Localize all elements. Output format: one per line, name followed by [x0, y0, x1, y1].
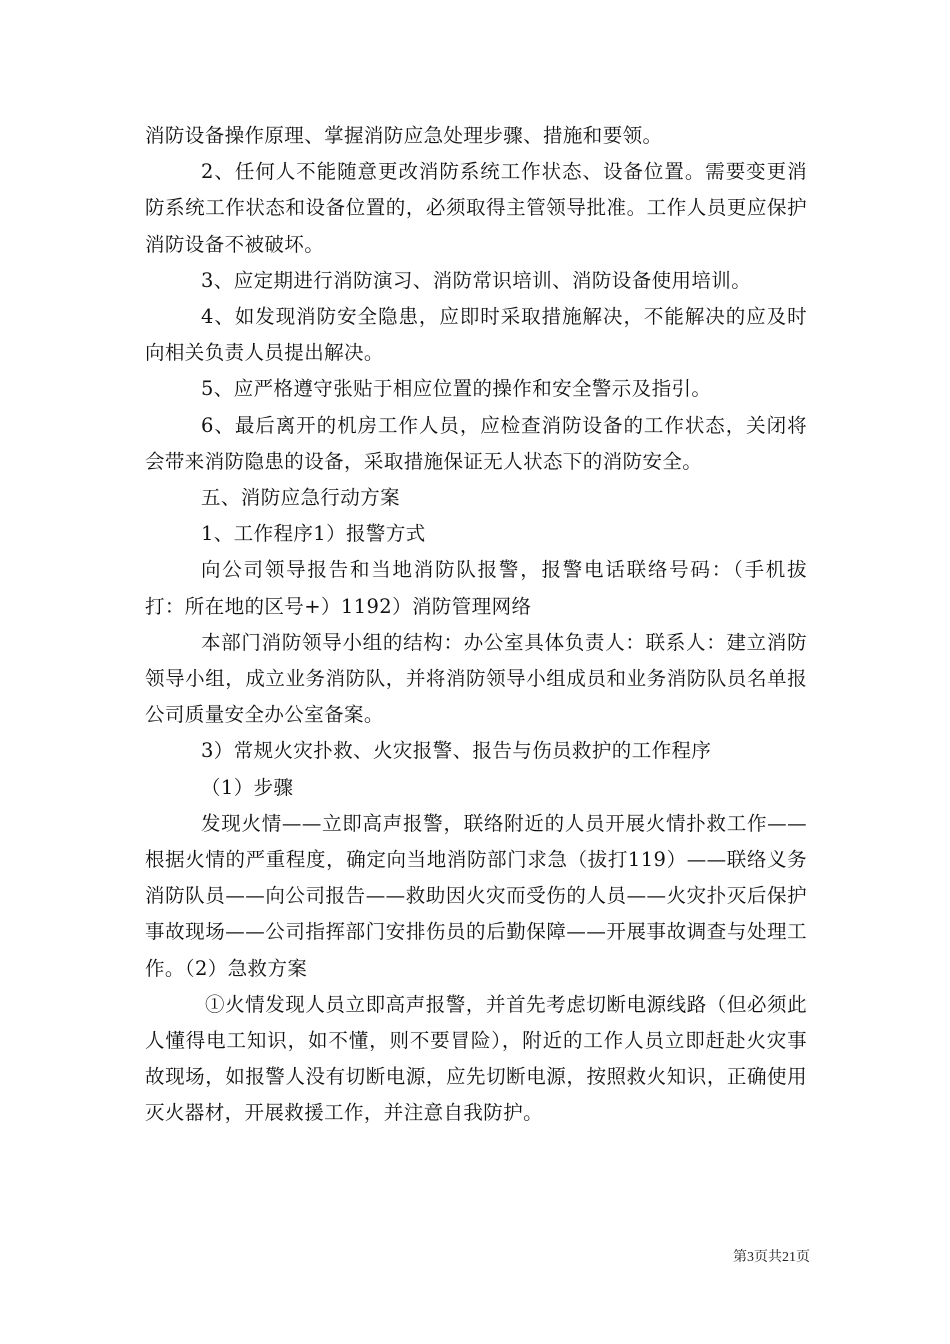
- paragraph-continuation: 消防设备操作原理、掌握消防应急处理步骤、措施和要领。: [145, 124, 663, 147]
- paragraph-item-2: 2、任何人不能随意更改消防系统工作状态、设备位置。需要变更消防系统工作状态和设备位置的，必须取得主管领导批准。工作人员更应保护消防设备不被破坏。: [145, 160, 807, 256]
- document-body: [145, 118, 807, 1132]
- subheading-work-procedure: 1、工作程序1）报警方式: [201, 522, 426, 546]
- paragraph-item-3: 3、应定期进行消防演习、消防常识培训、消防设备使用培训。: [201, 268, 752, 292]
- paragraph-fire-leadership: 本部门消防领导小组的结构：办公室具体负责人：联系人：建立消防领导小组，成立业务消防队，并将消防领导小组成员和业务消防队员名单报公司质量安全办公室备案。: [145, 630, 807, 727]
- section-heading-5: 五、消防应急行动方案: [201, 486, 401, 510]
- paragraph-emergency-plan: ①火情发现人员立即高声报警，并首先考虑切断电源线路（但必须此人懂得电工知识，如不懂，则不要冒险），附近的工作人员立即赶赴火灾事故现场，如报警人没有切断电源，应先切断电源，按照救火知识，正确使用灭火器材，开展救援工作，并注意自我防护。: [145, 992, 807, 1125]
- subheading-steps: （1）步骤: [201, 775, 294, 799]
- paragraph-item-4: 4、如发现消防安全隐患，应即时采取措施解决，不能解决的应及时向相关负责人员提出解决。: [145, 305, 807, 365]
- subheading-routine-procedure: 3）常规火灾扑救、火灾报警、报告与伤员救护的工作程序: [201, 739, 712, 763]
- page-number-footer: 第3页共21页: [733, 1250, 810, 1265]
- paragraph-steps-detail: 发现火情——立即高声报警，联络附近的人员开展火情扑救工作——根据火情的严重程度，确定向当地消防部门求急（拔打119）——联络义务消防队员——向公司报告——救助因火灾而受伤的人员——火灾扑灭后保护事故现场——公司指挥部门安排伤员的后勤保障——开展事故调查与处理工作。（2）急救方案: [145, 811, 807, 980]
- paragraph-item-6: 6、最后离开的机房工作人员，应检查消防设备的工作状态，关闭将会带来消防隐患的设备，采取措施保证无人状态下的消防安全。: [145, 413, 807, 473]
- paragraph-item-5: 5、应严格遵守张贴于相应位置的操作和安全警示及指引。: [201, 377, 712, 401]
- paragraph-alarm-method: 向公司领导报告和当地消防队报警，报警电话联络号码：（手机拔打：所在地的区号+）1192）消防管理网络: [145, 558, 807, 618]
